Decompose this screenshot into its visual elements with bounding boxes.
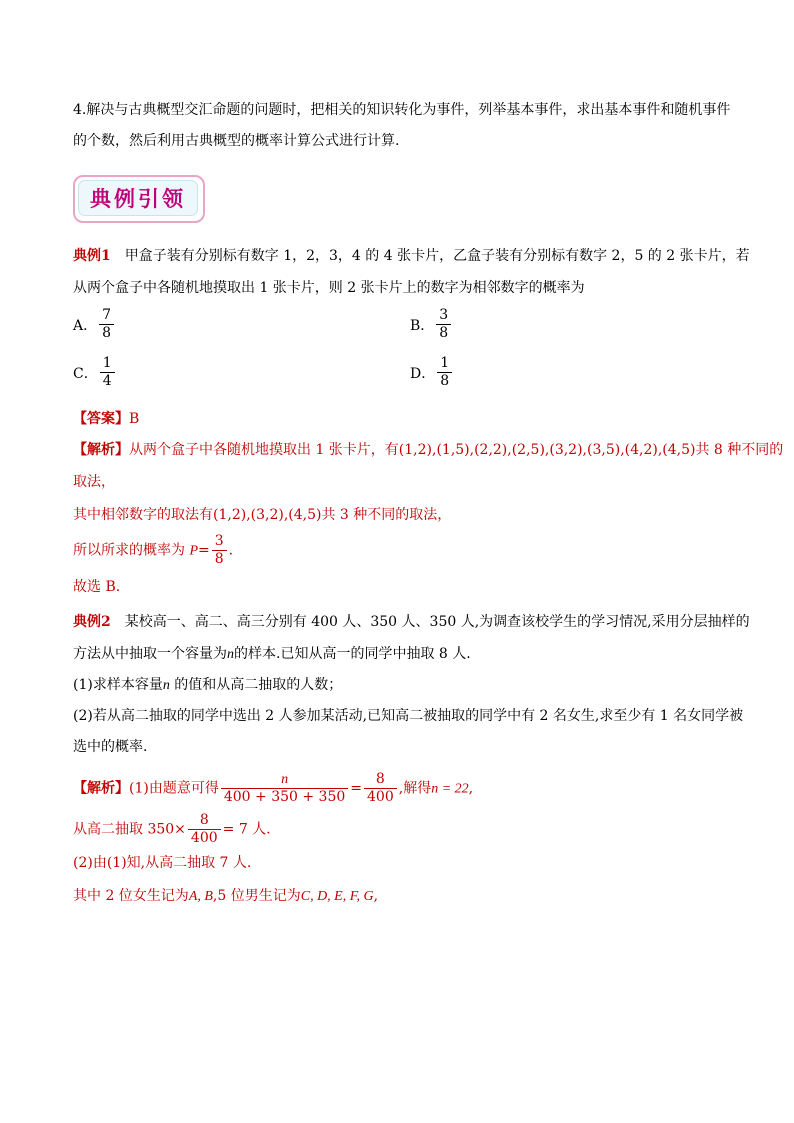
option-a: A． $\frac{7}{8}$ [73,307,116,342]
option-b-fraction: $\frac{3}{8}$ [436,307,451,342]
example1-analysis-line-2: 取法， [73,474,115,490]
example1-analysis-line-1: 【解析】从两个盒子中各随机地摸取出 1 张卡片，有(1,2),(1,5),(2,2),(2,5),(3,2),(3,5),(4,2),(4,5)共 8 种不同的 [73,442,784,458]
example2-label: 典例2 [73,614,111,630]
banner-title: 典例引领 [90,186,186,211]
intro-line-2: 的个数，然后利用古典概型的概率计算公式进行计算. [73,133,400,149]
option-c: C． $\frac{1}{4}$ [73,355,117,390]
example2-question-line-2: 方法从中抽取一个容量为n的样本.已知从高一的同学中抽取 8 人. [73,646,471,662]
intro-line-1: 4.解决与古典概型交汇命题的问题时，把相关的知识转化为事件，列举基本事件，求出基本事件和随机事件 [73,102,731,118]
option-b: B． $\frac{3}{8}$ [410,307,453,342]
answer-tag: 【答案】 [73,411,129,427]
example1-question-line-2: 从两个盒子中各随机地摸取出 1 张卡片，则 2 张卡片上的数字为相邻数字的概率为 [73,280,585,296]
analysis-tag-2: 【解析】 [73,780,129,797]
example2-solution-line-3: (2)由(1)知,从高二抽取 7 人. [73,855,252,871]
answer-value: B [129,411,140,427]
example1-question-line-1: 典例1 甲盒子装有分别标有数字 1，2，3，4 的 4 张卡片，乙盒子装有分别标有数字 2，5 的 2 张卡片，若 [73,248,750,264]
probability-fraction: $\frac{3}{8}$ [212,533,227,568]
section-banner [73,175,207,225]
example2-question-line-1: 典例2 某校高一、高二、高三分别有 400 人、350 人、350 人,为调查该校学生的学习情况,采用分层抽样的 [73,614,750,630]
example1-label: 典例1 [73,248,111,264]
example2-solution-line-4: 其中 2 位女生记为A, B,5 位男生记为C, D, E, F, G, [73,888,379,904]
option-c-fraction: $\frac{1}{4}$ [100,355,115,390]
example2-question-line-4: (2)若从高二抽取的同学中选出 2 人参加某活动,已知高二被抽取的同学中有 2 名女生,求至少有 1 名女同学被 [73,708,744,724]
example1-analysis-line-5: 故选 B. [73,579,121,595]
example2-solution-line-1: 【解析】(1)由题意可得 $\frac{n}{400 + 350 + 350}$ = $\frac{8}{400}$ ,解得n = 22, [73,771,474,805]
analysis-tag: 【解析】 [73,442,129,458]
example2-question-line-5: 选中的概率. [73,739,148,755]
example1-analysis-line-4: 所以所求的概率为 P= $\frac{3}{8}$ . [73,533,234,567]
example2-question-line-3: (1)求样本容量n 的值和从高二抽取的人数； [73,677,343,693]
option-d-fraction: $\frac{1}{8}$ [437,355,452,390]
example1-analysis-line-3: 其中相邻数字的取法有(1,2),(3,2),(4,5)共 3 种不同的取法， [73,507,452,523]
example2-solution-line-2: 从高二抽取 350× $\frac{8}{400}$ = 7 人. [73,812,271,846]
option-a-fraction: $\frac{7}{8}$ [99,307,114,342]
option-d: D． $\frac{1}{8}$ [410,355,454,390]
example1-answer [73,409,139,429]
